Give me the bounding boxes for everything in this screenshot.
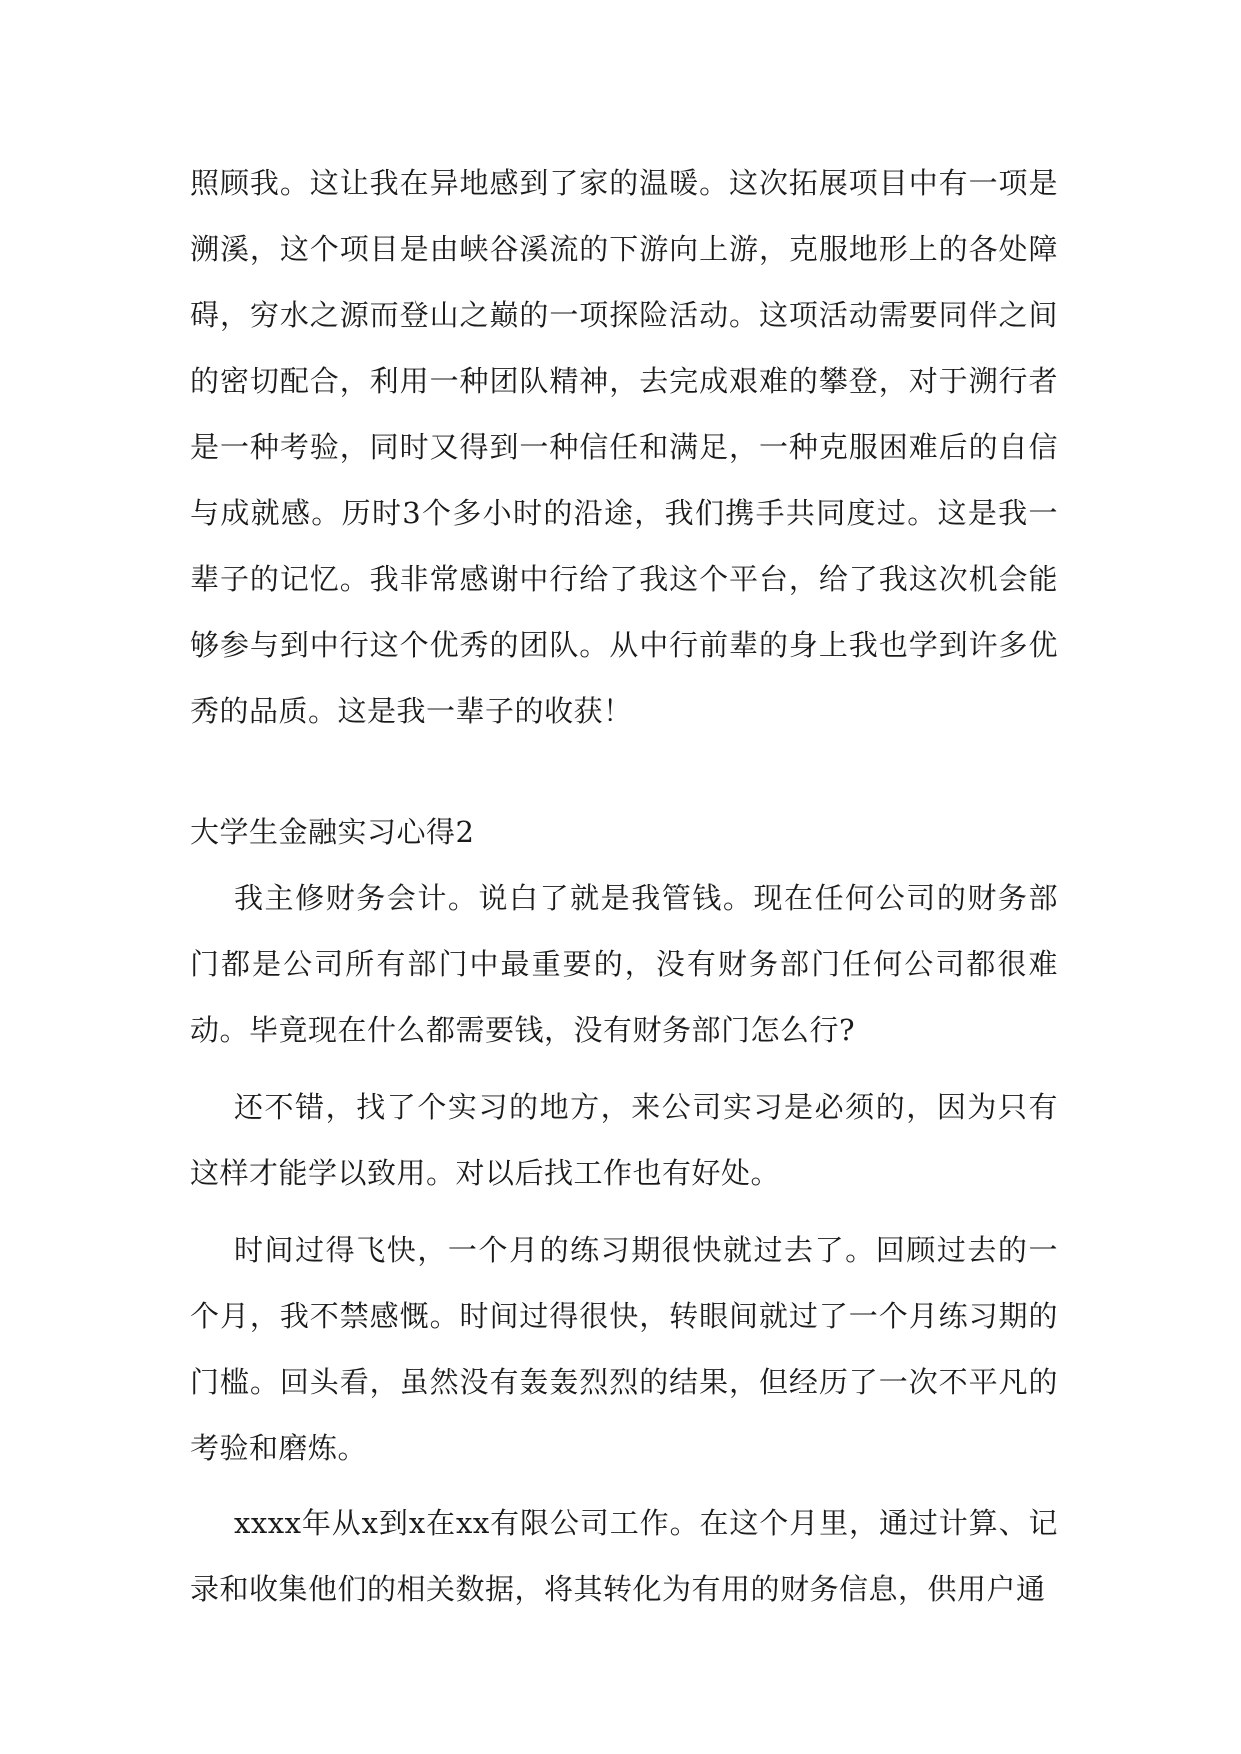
- paragraph-block-4: [190, 1490, 1058, 1622]
- body-paragraph: 还不错，找了个实习的地方，来公司实习是必须的，因为只有这样才能学以致用。对以后找工作也有好处。: [190, 1090, 1058, 1190]
- body-paragraph: 时间过得飞快，一个月的练习期很快就过去了。回顾过去的一个月，我不禁感慨。时间过得很快，转眼间就过了一个月练习期的门槛。回头看，虽然没有轰轰烈烈的结果，但经历了一次不平凡的考验和磨炼。: [190, 1233, 1058, 1465]
- body-paragraph: 我主修财务会计。说白了就是我管钱。现在任何公司的财务部门都是公司所有部门中最重要的，没有财务部门任何公司都很难动。毕竟现在什么都需要钱，没有财务部门怎么行?: [190, 881, 1058, 1047]
- paragraph-block-3: [190, 1217, 1058, 1481]
- continuation-paragraph-block: [190, 150, 1058, 744]
- paragraph-block-1: [190, 865, 1058, 1063]
- section-title: 大学生金融实习心得2: [190, 815, 475, 849]
- paragraph-block-2: [190, 1074, 1058, 1206]
- body-paragraph: xxxx年从x到x在xx有限公司工作。在这个月里，通过计算、记录和收集他们的相关数据，将其转化为有用的财务信息，供用户通: [190, 1506, 1058, 1606]
- continuation-paragraph: 照顾我。这让我在异地感到了家的温暖。这次拓展项目中有一项是溯溪，这个项目是由峡谷溪流的下游向上游，克服地形上的各处障碍，穷水之源而登山之巅的一项探险活动。这项活动需要同伴之间的密切配合，利用一种团队精神，去完成艰难的攀登，对于溯行者是一种考验，同时又得到一种信任和满足，一种克服困难后的自信与成就感。历时3个多小时的沿途，我们携手共同度过。这是我一辈子的记忆。我非常感谢中行给了我这个平台，给了我这次机会能够参与到中行这个优秀的团队。从中行前辈的身上我也学到许多优秀的品质。这是我一辈子的收获！: [190, 166, 1058, 728]
